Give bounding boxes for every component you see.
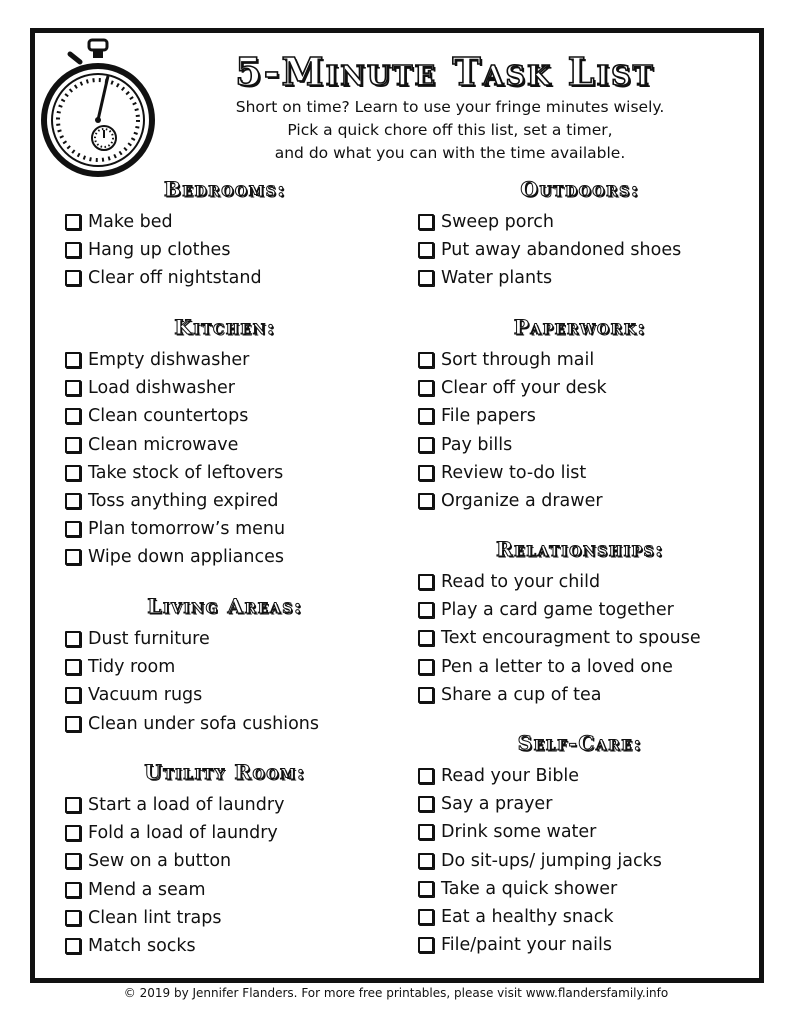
checkbox[interactable] [418,408,434,424]
checkbox[interactable] [418,937,434,953]
task-label: Pen a letter to a loved one [441,656,673,677]
task-label: Clear off nightstand [88,268,262,289]
task-label: Text encouragment to spouse [441,628,701,649]
checkbox[interactable] [65,853,81,869]
task-label: Sew on a button [88,851,232,872]
checkbox[interactable] [418,659,434,675]
section-heading: Paperwork: [513,315,647,339]
checkbox[interactable] [418,881,434,897]
task-item[interactable] [65,934,196,958]
task-item[interactable] [65,655,175,679]
section-heading: Outdoors: [520,177,640,201]
task-item[interactable] [418,348,594,372]
task-label: Empty dishwasher [88,350,250,370]
task-label: Mend a seam [88,879,206,900]
checkbox[interactable] [65,938,81,954]
task-item[interactable] [418,461,586,485]
task-label: Dust furniture [88,629,210,649]
checkbox[interactable] [65,214,81,230]
task-item[interactable] [418,376,607,400]
checkbox[interactable] [418,687,434,703]
checkbox[interactable] [418,242,434,258]
task-item[interactable] [418,598,674,622]
task-item[interactable] [65,266,262,290]
task-item[interactable] [418,266,552,290]
checkbox[interactable] [418,270,434,286]
checkbox[interactable] [65,882,81,898]
task-label: Clean microwave [88,434,239,455]
checkbox[interactable] [418,630,434,646]
task-label: Read your Bible [441,766,580,786]
subtitle-line: Pick a quick chore off this list, set a timer, [287,121,613,139]
task-label: Take stock of leftovers [88,462,284,483]
task-item[interactable] [418,210,554,234]
task-label: Play a card game together [441,600,674,621]
task-label: Clean under sofa cushions [88,713,320,734]
task-item[interactable] [418,764,579,788]
task-item[interactable] [65,712,319,736]
task-item[interactable] [65,210,173,234]
task-item[interactable] [418,626,701,650]
task-item[interactable] [65,489,278,513]
task-item[interactable] [418,570,600,594]
task-item[interactable] [418,877,617,901]
task-item[interactable] [418,683,602,707]
checkbox[interactable] [65,659,81,675]
task-label: Read to your child [441,572,601,592]
checkbox[interactable] [65,242,81,258]
footer-copyright: © 2019 by Jennifer Flanders. For more free printables, please visit www.flandersfamily.info [123,986,669,1000]
task-label: Fold a load of laundry [88,823,278,844]
task-item[interactable] [65,821,278,845]
task-label: Organize a drawer [441,491,603,511]
section-heading: Living Areas: [147,594,303,618]
page-title: 5-Minute Task List [235,49,655,94]
checkbox[interactable] [418,493,434,509]
task-item[interactable] [418,489,603,513]
checkbox[interactable] [418,352,434,368]
subtitle-line: Short on time? Learn to use your fringe minutes wisely. [235,98,665,116]
checkbox[interactable] [418,465,434,481]
task-item[interactable] [418,238,681,262]
task-label: File papers [441,406,536,427]
checkbox[interactable] [418,437,434,453]
task-item[interactable] [418,655,673,679]
task-item[interactable] [65,433,238,457]
task-item[interactable] [418,792,552,816]
task-label: Clear off your desk [441,378,607,399]
task-label: Review to-do list [441,462,587,483]
stopwatch-icon [40,38,156,182]
checkbox[interactable] [418,909,434,925]
task-item[interactable] [65,404,248,428]
checkbox[interactable] [65,493,81,509]
task-item[interactable] [65,545,284,569]
checkbox[interactable] [65,549,81,565]
checkbox[interactable] [65,465,81,481]
checkbox[interactable] [65,380,81,396]
task-item[interactable] [418,433,512,457]
section-heading: Relationships: [495,537,665,561]
task-label: Make bed [88,212,173,232]
task-item[interactable] [418,404,536,428]
task-label: Vacuum rugs [88,685,203,706]
task-item[interactable] [65,238,230,262]
task-label: Plan tomorrow’s menu [88,519,286,540]
checkbox[interactable] [418,824,434,840]
checkbox[interactable] [418,214,434,230]
task-item[interactable] [65,683,202,707]
checkbox[interactable] [65,437,81,453]
task-label: Tidy room [88,657,176,678]
task-label: Sort through mail [441,350,595,370]
section-heading: Utility Room: [144,760,306,784]
checkbox[interactable] [418,796,434,812]
section-heading: Self-Care: [517,731,643,755]
task-label: File/paint your nails [441,935,612,956]
task-item[interactable] [65,376,235,400]
checkbox[interactable] [65,716,81,732]
task-label: Match socks [88,936,196,956]
task-label: Hang up clothes [88,240,231,261]
task-item[interactable] [65,849,231,873]
checkbox[interactable] [418,853,434,869]
checkbox[interactable] [418,380,434,396]
task-item[interactable] [65,878,206,902]
section-heading: Kitchen: [174,315,276,339]
task-item[interactable] [65,348,249,372]
task-item[interactable] [65,461,283,485]
task-item[interactable] [65,906,221,930]
task-item[interactable] [418,849,662,873]
subtitle-line: and do what you can with the time available. [274,144,626,162]
task-item[interactable] [418,820,596,844]
task-label: Clean lint traps [88,907,222,928]
checkbox[interactable] [418,602,434,618]
task-label: Do sit-ups/ jumping jacks [441,850,662,871]
task-item[interactable] [418,933,612,957]
task-label: Toss anything expired [88,491,279,511]
task-label: Water plants [441,268,553,289]
checkbox[interactable] [65,631,81,647]
task-label: Start a load of laundry [88,795,285,815]
checkbox[interactable] [418,768,434,784]
task-item[interactable] [65,627,210,651]
checkbox[interactable] [65,825,81,841]
checkbox[interactable] [65,910,81,926]
checkbox[interactable] [418,574,434,590]
task-label: Pay bills [441,434,513,455]
section-heading: Bedrooms: [163,177,287,201]
task-item[interactable] [418,905,614,929]
task-label: Say a prayer [441,794,553,815]
checkbox[interactable] [65,521,81,537]
task-label: Clean countertops [88,406,249,427]
task-label: Drink some water [441,822,597,843]
task-item[interactable] [65,517,285,541]
checkbox[interactable] [65,687,81,703]
checkbox[interactable] [65,270,81,286]
checkbox[interactable] [65,797,81,813]
checkbox[interactable] [65,352,81,368]
task-label: Sweep porch [441,212,554,232]
task-label: Wipe down appliances [88,547,284,568]
checkbox[interactable] [65,408,81,424]
task-label: Load dishwasher [88,378,235,399]
task-label: Share a cup of tea [441,684,602,705]
task-label: Eat a healthy snack [441,907,614,927]
task-item[interactable] [65,793,284,817]
task-label: Take a quick shower [441,878,618,899]
page-subtitle [200,96,700,165]
task-label: Put away abandoned shoes [441,240,682,261]
